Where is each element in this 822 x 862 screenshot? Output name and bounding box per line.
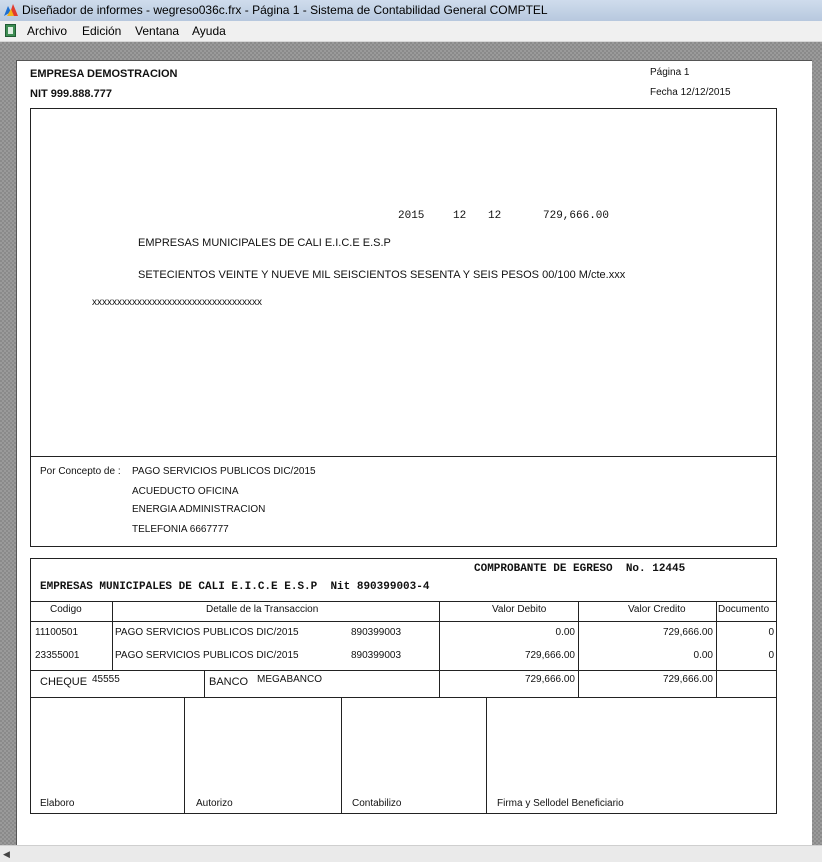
menu-edicion[interactable]: Edición [82,24,122,38]
check-amount: 729,666.00 [543,210,610,222]
column-header-codigo: Codigo [50,604,82,615]
check-section [30,108,777,547]
scroll-left-icon[interactable]: ◀ [3,849,10,859]
page-number: Página 1 [650,67,690,78]
total-credit: 729,666.00 [662,674,713,685]
table-cell-code: 23355001 [35,650,80,661]
table-cell-credit: 0.00 [693,650,713,661]
app-logo-icon [4,4,18,16]
signature-autorizo: Autorizo [196,798,233,809]
table-cell-debit: 729,666.00 [524,650,575,661]
signature-beneficiario: Firma y Sellodel Beneficiario [497,798,624,809]
signature-contabilizo: Contabilizo [352,798,402,809]
voucher-title: COMPROBANTE DE EGRESO No. 12445 [474,563,686,575]
company-name: EMPRESA DEMOSTRACION [30,68,178,80]
company-nit: NIT 999.888.777 [30,88,112,100]
table-cell-nit: 890399003 [351,627,402,638]
bank-label: BANCO [209,676,249,688]
column-header-detalle: Detalle de la Transaccion [206,604,319,615]
total-debit: 729,666.00 [524,674,575,685]
column-header-debito: Valor Debito [492,604,547,615]
bank-name: MEGABANCO [257,674,323,685]
concept-line: TELEFONIA 6667777 [132,524,229,535]
title-bar [0,0,822,22]
concept-label: Por Concepto de : [40,466,121,477]
voucher-section [30,558,777,814]
menu-bar [0,21,822,42]
cheque-number: 45555 [92,674,120,685]
divider [30,456,777,457]
check-day: 12 [488,210,502,222]
column-header-documento: Documento [718,604,770,615]
report-page [16,60,812,846]
table-cell-doc: 0 [768,650,774,661]
voucher-payee-line: EMPRESAS MUNICIPALES DE CALI E.I.C.E E.S.P Nit 890399003-4 [40,581,430,593]
table-cell-nit: 890399003 [351,650,402,661]
horizontal-scrollbar[interactable] [0,845,822,862]
concept-line: ACUEDUCTO OFICINA [132,486,239,497]
report-date: Fecha 12/12/2015 [650,87,731,98]
window-title: Diseñador de informes - wegreso036c.frx - Página 1 - Sistema de Contabilidad General COMPTEL [22,3,548,17]
table-cell-credit: 729,666.00 [662,627,713,638]
concept-line: ENERGIA ADMINISTRACION [132,504,266,515]
table-cell-code: 11100501 [35,627,79,638]
table-cell-debit: 0.00 [555,627,575,638]
check-payee: EMPRESAS MUNICIPALES DE CALI E.I.C.E E.S.P [138,237,391,249]
cheque-label: CHEQUE [40,676,88,688]
menu-ventana[interactable]: Ventana [135,24,180,38]
column-header-credito: Valor Credito [628,604,686,615]
table-cell-detail: PAGO SERVICIOS PUBLICOS DIC/2015 [115,627,299,638]
document-icon[interactable] [5,24,16,37]
table-cell-detail: PAGO SERVICIOS PUBLICOS DIC/2015 [115,650,299,661]
menu-ayuda[interactable]: Ayuda [192,24,226,38]
check-filler: xxxxxxxxxxxxxxxxxxxxxxxxxxxxxxxxxx [92,297,262,308]
concept-line: PAGO SERVICIOS PUBLICOS DIC/2015 [132,466,316,477]
table-cell-doc: 0 [768,627,774,638]
check-amount-words: SETECIENTOS VEINTE Y NUEVE MIL SEISCIENTOS SESENTA Y SEIS PESOS 00/100 M/cte.xxx [138,269,626,281]
check-year: 2015 [398,210,425,222]
menu-archivo[interactable]: Archivo [27,24,68,38]
signature-elaboro: Elaboro [40,798,75,809]
check-month: 12 [453,210,467,222]
